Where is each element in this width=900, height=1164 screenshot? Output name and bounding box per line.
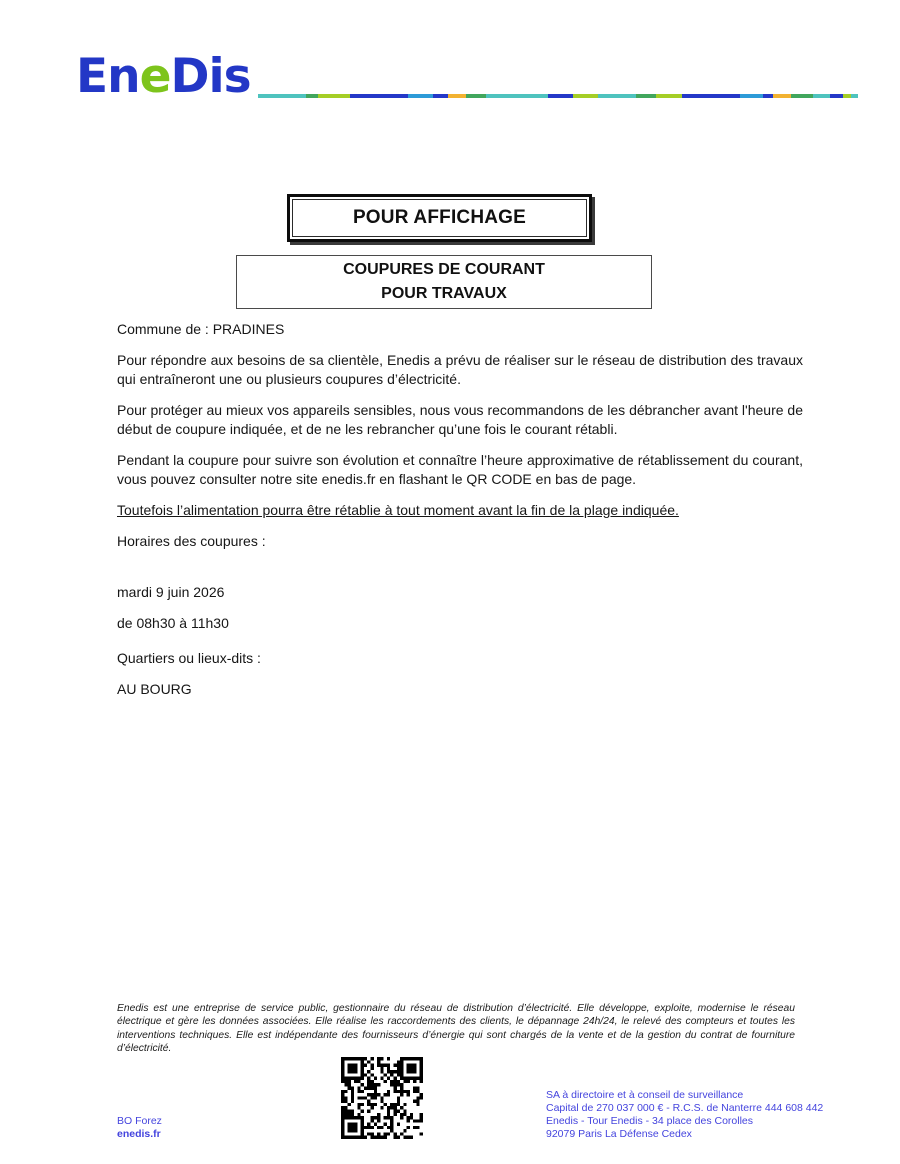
qr-code (341, 1057, 423, 1139)
footer-website: enedis.fr (117, 1128, 161, 1140)
coupures-subtitle-box (236, 255, 652, 309)
paragraph-intro: Pour répondre aux besoins de sa clientèle, Enedis a prévu de réaliser sur le réseau de distribution des travaux qui entraîneront une ou plusieurs coupures d’électricité. (117, 352, 803, 387)
logo-text-blue-left: En (76, 48, 140, 104)
footer-company-info (546, 1089, 823, 1141)
districts-label: Quartiers ou lieux-dits : (117, 650, 261, 666)
company-info-line: Enedis - Tour Enedis - 34 place des Corolles (546, 1115, 754, 1127)
schedule-label: Horaires des coupures : (117, 533, 266, 549)
pour-affichage-banner (287, 194, 592, 242)
footer-office-name: BO Forez (117, 1115, 162, 1127)
logo-text-blue-right: Dis (170, 48, 251, 104)
pour-affichage-title: POUR AFFICHAGE (292, 199, 587, 237)
subtitle-line2: POUR TRAVAUX (381, 285, 507, 302)
underlined-note (117, 501, 803, 520)
company-info-line: SA à directoire et à conseil de surveillance (546, 1089, 744, 1101)
document-body (117, 320, 803, 711)
paragraph-qrcode: Pendant la coupure pour suivre son évolution et connaître l’heure approximative de rétablissement du courant, vous pouvez consulter notre site enedis.fr en flashant le QR CODE en bas de page. (117, 452, 803, 487)
enedis-logo (76, 50, 251, 102)
districts-block (117, 649, 803, 699)
paragraph-advice: Pour protéger au mieux vos appareils sensibles, nous vous recommandons de les débrancher avant l'heure de début de coupure indiquée, et de ne les rebrancher qu’une fois le courant rétabli. (117, 402, 803, 437)
subtitle-line1: COUPURES DE COURANT (343, 261, 545, 278)
footer-left-block (117, 1115, 162, 1141)
company-info-line: Capital de 270 037 000 € - R.C.S. de Nanterre 444 608 442 (546, 1102, 824, 1114)
underlined-note-text: Toutefois l’alimentation pourra être rétablie à tout moment avant la fin de la plage indiquée. (117, 502, 679, 518)
company-info-line: 92079 Paris La Défense Cedex (546, 1128, 692, 1140)
legal-fine-print: Enedis est une entreprise de service public, gestionnaire du réseau de distribution d’électricité. Elle développe, exploite, modernise le réseau électrique et gère les données associées. Elle réalise les raccordements des clients, le dépannage 24h/24, le relevé des compteurs et toutes les interventions techniques. Elle est indépendante des fournisseurs d’énergie qui sont chargés de la vente et de la gestion du contrat de fourniture d’électricité. (117, 1003, 795, 1054)
districts-value: AU BOURG (117, 681, 192, 697)
schedule-date: mardi 9 juin 2026 (117, 584, 225, 600)
commune-line: Commune de : PRADINES (117, 321, 285, 337)
schedule-time: de 08h30 à 11h30 (117, 615, 229, 631)
brand-color-line-decoration (258, 94, 858, 98)
logo-text-green-e: e (139, 48, 171, 104)
schedule-block (117, 583, 803, 633)
